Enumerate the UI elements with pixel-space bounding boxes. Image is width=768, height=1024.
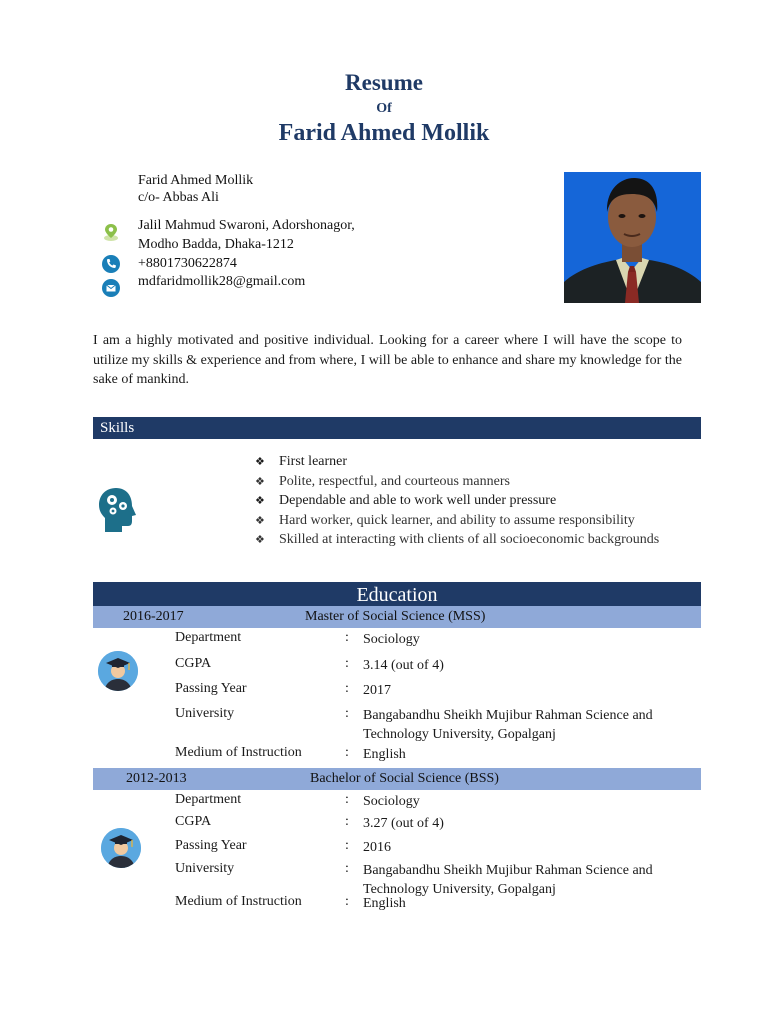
colon: : [345,861,349,876]
degree-title: Master of Social Science (MSS) [305,609,486,624]
mss-passing-year-label: Passing Year [175,681,247,696]
mss-university-value: Bangabandhu Sheikh Mujibur Rahman Science and Technology University, Gopalganj [363,708,653,742]
contact-care-of: c/o- Abbas Ali [138,190,219,205]
skill-item: ❖ Skilled at interacting with clients of all socioeconomic backgrounds [255,530,659,550]
skills-section-header: Skills [93,417,701,439]
colon: : [345,745,349,760]
bss-department-value: Sociology [363,794,420,809]
colon: : [345,814,349,829]
contact-email: mdfaridmollik28@gmail.com [138,274,306,289]
bss-passing-year-label: Passing Year [175,838,247,853]
contact-name: Farid Ahmed Mollik [138,173,254,188]
skill-item: ❖ First learner [255,452,659,472]
colon: : [345,706,349,721]
bss-university-label: University [175,861,235,876]
phone-icon [102,255,120,273]
colon: : [345,894,349,909]
bss-cgpa-label: CGPA [175,814,212,829]
mss-medium-value: English [363,747,406,762]
mss-cgpa-label: CGPA [175,656,212,671]
colon: : [345,838,349,853]
bss-medium-value: English [363,896,406,911]
mss-department-value: Sociology [363,632,420,647]
mss-cgpa-value: 3.14 (out of 4) [363,658,444,673]
contact-address-line1: Jalil Mahmud Swaroni, Adorshonagor, [138,218,355,233]
skill-item: ❖ Dependable and able to work well under pressure [255,491,659,511]
mss-passing-year-value: 2017 [363,683,391,698]
mss-medium-label: Medium of Instruction [175,745,302,760]
degree-bar-bss [93,768,701,790]
candidate-name-heading: Farid Ahmed Mollik [278,120,490,146]
degree-years: 2012-2013 [126,771,187,786]
colon: : [345,792,349,807]
degree-years: 2016-2017 [123,609,184,624]
profile-photo [564,172,701,303]
skills-list [255,452,659,550]
graduate-icon [101,828,141,868]
mss-university-label: University [175,706,235,721]
bss-cgpa-value: 3.27 (out of 4) [363,816,444,831]
colon: : [345,630,349,645]
diamond-bullet-icon: ❖ [255,534,265,546]
degree-title: Bachelor of Social Science (BSS) [310,771,499,786]
mss-department-label: Department [175,630,242,645]
resume-title: Resume [345,70,423,95]
diamond-bullet-icon: ❖ [255,495,265,507]
resume-of-label: Of [376,101,392,116]
colon: : [345,656,349,671]
skill-item: ❖ Hard worker, quick learner, and ability to assume responsibility [255,511,659,531]
email-icon [102,279,120,297]
diamond-bullet-icon: ❖ [255,514,265,527]
degree-bar-mss [93,606,701,628]
contact-address-line2: Modho Badda, Dhaka-1212 [138,237,294,252]
bss-passing-year-value: 2016 [363,840,391,855]
bss-medium-label: Medium of Instruction [175,894,302,909]
bss-department-label: Department [175,792,242,807]
diamond-bullet-icon: ❖ [255,475,265,488]
education-section-header: Education [93,582,701,606]
graduate-icon [98,651,138,691]
colon: : [345,681,349,696]
skill-item: ❖ Polite, respectful, and courteous manners [255,472,659,492]
location-pin-icon [102,222,120,242]
head-gears-icon [98,486,138,534]
diamond-bullet-icon: ❖ [255,456,265,468]
career-objective: I am a highly motivated and positive individual. Looking for a career where I will have the scope to utilize my skills & experience and from where, I will be able to enhance and share my knowledge for the sake of mankind. [93,333,682,387]
bss-university-value: Bangabandhu Sheikh Mujibur Rahman Science and Technology University, Gopalganj [363,863,653,897]
contact-phone: +8801730622874 [138,256,237,271]
